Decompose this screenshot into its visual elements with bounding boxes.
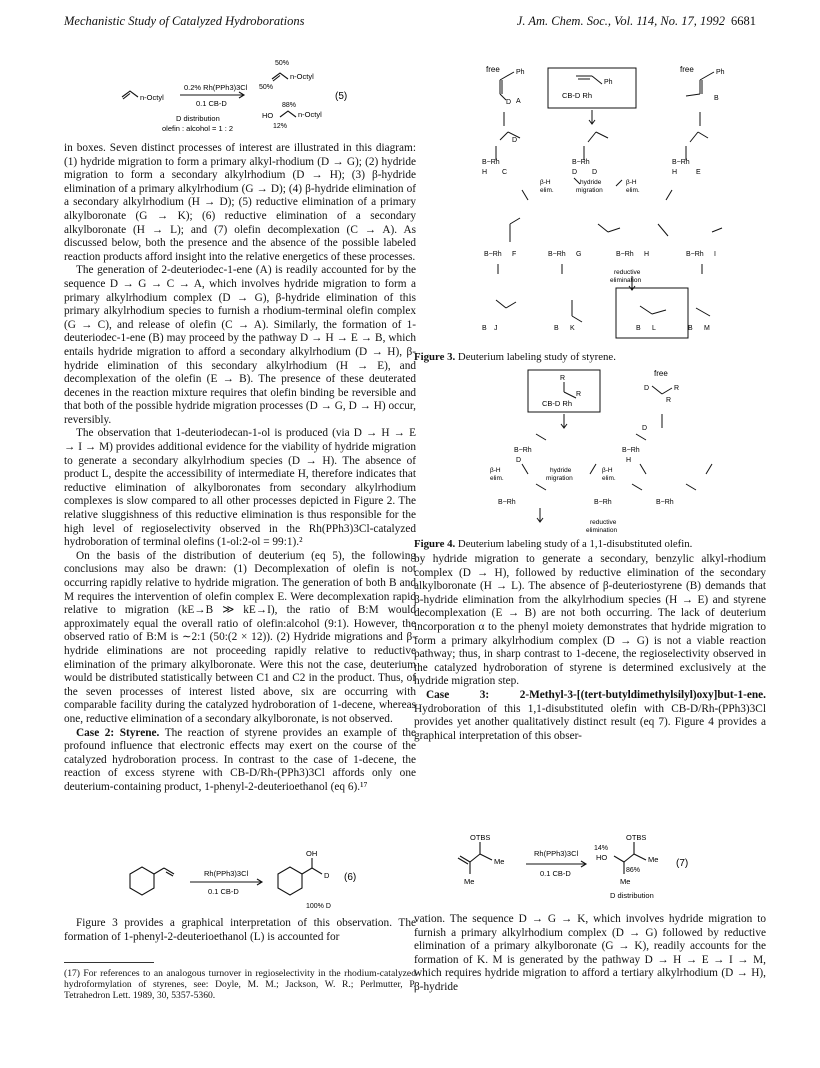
figure-3-diagram	[476, 60, 740, 345]
eq5-bottom-ho: HO	[262, 111, 274, 120]
eq5-top-pct2: 50%	[259, 84, 274, 91]
eq5-reagent-bottom: 0.1 CB-D	[196, 99, 227, 108]
paragraph: in boxes. Seven distinct processes of interest are illustrated in this diagram: (1) hydride migration to form a primary alkyl-rhodium (D → G); (2) hydride migration to form a secondary alkylrhodium (D → H); (3) β-hydride elimination of a primary alkylrhodium (G → D); (4) β-hydride elimination of a secondary alkylrhodium (H → D); (5) reductive elimination of a primary alkylboronate (G → K); (6) reductive elimination of a secondary alkylboronate (H → L); and (7) olefin decomplexation (C → A). As discussed below, both the presence and the absence of the possible labeled reaction products afford insight into the relative energetics of these processes.	[64, 142, 416, 263]
fig3-brh-c: B−Rh	[482, 159, 500, 166]
figure-4-caption	[414, 538, 692, 550]
fig4-d-left: D	[516, 457, 522, 464]
fig3-brh-d: B−Rh	[572, 159, 590, 166]
eq5-bottom-label: n-Octyl	[298, 110, 322, 119]
eq5-top-label: n-Octyl	[290, 72, 314, 81]
fig3-brh-g: B−Rh	[548, 251, 566, 258]
eq5-bottom-pct: 88%	[282, 102, 297, 109]
case-2-heading: Case 2: Styrene.	[76, 726, 160, 739]
eq5-caption-1: D distribution	[176, 114, 220, 123]
fig3-free-right: free	[680, 65, 694, 74]
fig4-elimination: elimination	[586, 527, 618, 534]
fig3-elimination: elimination	[610, 277, 642, 284]
right-column-lower	[414, 913, 766, 995]
fig3-letter-m: M	[704, 325, 710, 332]
eq5-substrate-label: n-Octyl	[140, 93, 164, 102]
fig3-ph-top-right: Ph	[716, 69, 725, 76]
fig3-letter-k: K	[570, 325, 575, 332]
fig3-migration: migration	[576, 187, 603, 194]
fig3-b-m: B	[688, 325, 693, 332]
eq5-number: (5)	[335, 91, 348, 102]
fig3-letter-j: J	[494, 325, 498, 332]
fig3-h-e: H	[672, 169, 678, 176]
fig3-d-top-left: D	[506, 99, 512, 106]
fig4-h-right: H	[626, 457, 632, 464]
fig3-letter-i: I	[714, 251, 716, 258]
fig3-letter-c: C	[502, 169, 508, 176]
eq6-reagent-bottom: 0.1 CB-D	[208, 887, 239, 896]
fig3-elim-left: elim.	[540, 187, 554, 194]
fig4-brh-i: B−Rh	[656, 499, 674, 506]
eq7-caption: D distribution	[610, 891, 654, 900]
figure-4-diagram	[476, 368, 740, 538]
fig4-d-top: D	[644, 385, 650, 392]
fig3-ph-top-left: Ph	[516, 69, 525, 76]
case-2-text: The reaction of styrene provides an example of the profound influence that electronic effects may exert on the course of the catalyzed hydroboration process. In contrast to the case of 1-decene, the reaction of excess styrene with CB-D/Rh-(PPh3)3Cl affords only one deuterium-containing product, 1-phenyl-2-deuterioethanol (eq 6).¹⁷	[64, 726, 416, 793]
fig3-b-k: B	[554, 325, 559, 332]
eq6-pct: 100% D	[306, 903, 331, 910]
journal-reference: J. Am. Chem. Soc., Vol. 114, No. 17, 1992	[516, 14, 725, 28]
fig4-elim-right: elim.	[602, 475, 616, 482]
fig3-beta-h-left: β-H	[540, 179, 551, 186]
fig4-migration: migration	[546, 475, 573, 482]
right-column-upper	[414, 553, 766, 743]
journal-citation	[517, 14, 756, 29]
eq6-oh: OH	[306, 849, 318, 858]
eq7-otbs-right: OTBS	[626, 833, 647, 842]
fig3-brh-e: B−Rh	[672, 159, 690, 166]
fig3-b-l: B	[636, 325, 641, 332]
fig3-free-left: free	[486, 65, 500, 74]
eq6-d: D	[324, 871, 330, 880]
fig3-letter-b: B	[714, 95, 719, 102]
fig3-d-c: D	[512, 137, 518, 144]
footnote-17: (17) For references to an analogous turnover in regioselectivity in the rhodium-catalyzed hydroformylation of styrenes, see: Doyle, M. M.; Jackson, W. R.; Perlmutter, P. Tetrahedron Lett. 1989, 30, 5357-5360.	[64, 968, 416, 1002]
fig4-elim-left: elim.	[490, 475, 504, 482]
equation-6	[110, 848, 400, 912]
eq5-bottom-pct2: 12%	[273, 123, 288, 130]
eq7-me-right: Me	[648, 855, 659, 864]
eq7-ho: HO	[596, 853, 608, 862]
eq7-reagent-bottom: 0.1 CB-D	[540, 869, 571, 878]
paragraph-case-3	[414, 689, 766, 743]
fig4-beta-h-right: β-H	[602, 467, 613, 474]
fig4-brh-h: B−Rh	[594, 499, 612, 506]
equation-5	[110, 55, 400, 137]
fig3-box-ph: Ph	[604, 79, 613, 86]
fig3-letter-e: E	[696, 169, 701, 176]
fig4-brh-left: B−Rh	[514, 447, 532, 454]
fig3-letter-f: F	[512, 251, 517, 258]
paragraph: The observation that 1-deuteriodecan-1-ol is produced (via D → H → E → I → M) provides additional evidence for the viability of hydride migration to generate a secondary alkylrhodium species (D → H). The absence of product L, despite the accessibility of intermediate H, therefore indicates that reductive elimination of alkylboronates from secondary alkylrhodium complexes is slow compared to all other processes depicted in Figure 2. The relative sluggishness of this reductive elimination is thus responsible for the high level of regioselectivity observed in the Rh(PPh3)3Cl-catalyzed hydroboration of terminal olefins (1-ol:2-ol = 99:1).²	[64, 427, 416, 549]
fig3-b-j: B	[482, 325, 487, 332]
fig4-r-box-2: R	[576, 391, 582, 398]
fig3-h-c: H	[482, 169, 488, 176]
running-title: Mechanistic Study of Catalyzed Hydroborations	[64, 14, 305, 28]
figure-4-caption-label: Figure 4.	[414, 538, 456, 550]
fig3-reductive: reductive	[614, 269, 641, 276]
eq5-caption-2: olefin : alcohol = 1 : 2	[162, 124, 234, 133]
fig4-brh-right: B−Rh	[622, 447, 640, 454]
fig3-letter-d: D	[592, 169, 598, 176]
equation-7	[440, 832, 760, 908]
eq6-number: (6)	[344, 872, 357, 883]
eq7-pct-bottom: 86%	[626, 867, 641, 874]
fig4-brh-g: B−Rh	[498, 499, 516, 506]
paragraph: by hydride migration to generate a secondary, benzylic alkyl-rhodium complex (D → H), followed by reductive elimination of the secondary alkylboronate (H → L). The absence of β-deuteriostyrene (B) demands that β-hydride elimination from the alkylrhodium species (H → E) and styrene decomplexation (E → B) are not both occurring. The lack of deuterium incorporation α to the phenyl moiety demonstrates that hydride migration to form a primary alkylrhodium complex (D → G) is not a viable reaction pathway; thus, in sharp contrast to 1-decene, the regioselectivity observed in the catalyzed hydroboration of styrene is determined exclusively at the hydride migration step.	[414, 553, 766, 688]
eq7-otbs-left: OTBS	[470, 833, 491, 842]
fig4-r-top: R	[674, 385, 680, 392]
fig4-r-top-2: R	[666, 397, 672, 404]
paragraph: On the basis of the distribution of deuterium (eq 5), the following conclusions may also be drawn: (1) Decomplexation of olefin is not occurring rapidly relative to hydride migration. The generation of both B and M requires the intervention of olefin complex E. Were decomplexation rapid relative to migration (kE→B ≫ kE→I), the ratio of B:M would approximately equal the overall ratio of olefin:alcohol (9:1). However, the observed ratio of B:M is ∼2:1 (50:(2 × 12)). (2) Hydride migrations and β-hydride eliminations are not proceeding rapidly relative to reductive elimination of the primary alkylboronate. Were this not the case, deuterium would be distributed statistically between C1 and C2 in the product. Thus, of the seven processes of interest listed above, six are occurring with comparable facility during the catalyzed hydroboration of 1-decene, whereas one, reductive elimination of a secondary alkylboronate, is not observed.	[64, 549, 416, 725]
fig3-letter-g: G	[576, 251, 582, 258]
fig3-brh-h: B−Rh	[616, 251, 634, 258]
eq7-pct-top: 14%	[594, 845, 609, 852]
fig3-elim-right: elim.	[626, 187, 640, 194]
paragraph: vation. The sequence D → G → K, which involves hydride migration to furnish a primary alkylrhodium complex (D → G) followed by reductive elimination of a primary alkylboronate (G → K), readily accounts for the formation of K. M is generated by the pathway D → H → E → I → M, which requires hydride migration to afford a tertiary alkylrhodium (D → H), β-hydride	[414, 913, 766, 993]
paragraph: Figure 3 provides a graphical interpretation of this observation. The formation of 1-phenyl-2-deuterioethanol (L) is accounted for	[64, 917, 416, 943]
figure-3-caption-text: Deuterium labeling study of styrene.	[457, 351, 616, 363]
paragraph: The generation of 2-deuteriodec-1-ene (A) is readily accounted for by the sequence D → G → C → A, which involves hydride migration to form a primary alkylrhodium complex (D → G), β-hydride elimination of this primary alkylrhodium species to furnish a rhodium-terminal olefin complex (G → C), and release of olefin (C → A). Similarly, the formation of 1-deuteriodec-1-ene (B) may proceed by the pathway D → H → E → B, which entails hydride migration to afford a secondary alkylrhodium (D → H), β-hydride elimination of this secondary alkylrhodium (H → E), and decomplexation of the olefin (E → B). The presence of these deuterated decenes in the reaction mixture requires that olefin binding be reversible and that both of the possible hydride migration processes (D → G, D → H) occur, reversibly.	[64, 264, 416, 426]
left-column	[64, 142, 416, 795]
eq6-reagent-top: Rh(PPh3)3Cl	[204, 869, 249, 878]
fig4-reductive: reductive	[590, 519, 617, 526]
case-3-heading: Case 3: 2-Methyl-3-[(tert-butyldimethylsilyl)oxy]but-1-ene.	[426, 688, 766, 701]
fig4-beta-h-left: β-H	[490, 467, 501, 474]
fig3-box-label: CB-D Rh	[562, 91, 593, 100]
fig3-beta-h-right: β-H	[626, 179, 637, 186]
fig4-r-box: R	[560, 375, 566, 382]
fig4-box-label: CB-D Rh	[542, 399, 573, 408]
fig3-hydride: hydride	[580, 179, 602, 186]
fig3-letter-h: H	[644, 251, 650, 258]
eq7-me-bottom-left: Me	[464, 877, 475, 886]
fig3-letter-l: L	[652, 325, 656, 332]
eq7-me-bottom-right: Me	[620, 877, 631, 886]
fig4-hydride: hydride	[550, 467, 572, 474]
fig4-free: free	[654, 369, 668, 378]
fig3-letter-a: A	[516, 98, 521, 105]
case-3-text: Hydroboration of this 1,1-disubstituted olefin with CB-D/Rh-(PPh3)3Cl provides yet another qualitatively distinct result (eq 7). Figure 4 provides a graphical interpretation of this obser-	[414, 702, 766, 742]
eq7-number: (7)	[676, 858, 689, 869]
left-column-end	[64, 917, 416, 944]
eq7-reagent-top: Rh(PPh3)3Cl	[534, 849, 579, 858]
fig3-brh-f: B−Rh	[484, 251, 502, 258]
fig3-d-d: D	[572, 169, 578, 176]
figure-3-caption-label: Figure 3.	[414, 351, 456, 363]
eq7-me-right-left: Me	[494, 857, 505, 866]
figure-3-caption	[414, 351, 616, 363]
eq5-top-pct: 50%	[275, 60, 290, 67]
paragraph-case-2	[64, 727, 416, 795]
fig3-brh-i: B−Rh	[686, 251, 704, 258]
fig4-d-mid: D	[642, 425, 648, 432]
figure-4-caption-text: Deuterium labeling study of a 1,1-disubstituted olefin.	[457, 538, 693, 550]
eq5-reagent-top: 0.2% Rh(PPh3)3Cl	[184, 83, 248, 92]
footnote-rule	[64, 962, 154, 963]
page-number: 6681	[731, 14, 756, 28]
